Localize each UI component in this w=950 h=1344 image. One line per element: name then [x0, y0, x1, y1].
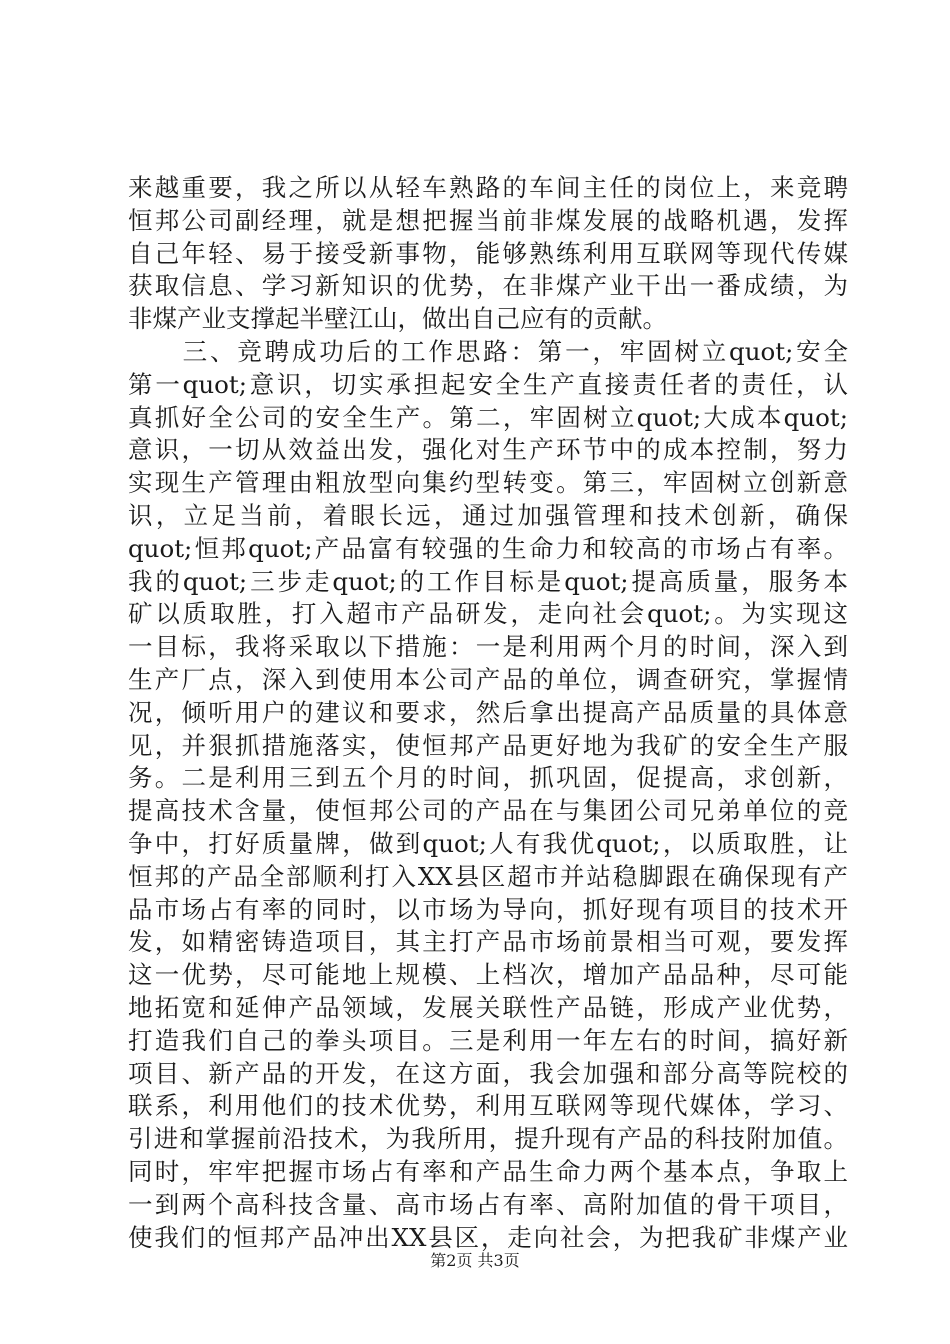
text-line: 发，如精密铸造项目，其主打产品市场前景相当可观，要发挥 [128, 927, 848, 957]
text-line: 恒邦公司副经理，就是想把握当前非煤发展的战略机遇，发挥 [128, 205, 848, 235]
text-line: 生产厂点，深入到使用本公司产品的单位，调查研究，掌握情 [128, 664, 848, 694]
text-line: quot;恒邦quot;产品富有较强的生命力和较高的市场占有率。 [128, 533, 848, 563]
text-line: 打造我们自己的拳头项目。三是利用一年左右的时间，搞好新 [128, 1025, 848, 1055]
text-line: 同时，牢牢把握市场占有率和产品生命力两个基本点，争取上 [128, 1156, 848, 1186]
text-line: 第一quot;意识，切实承担起安全生产直接责任者的责任，认 [128, 369, 848, 399]
text-line: 这一优势，尽可能地上规模、上档次，增加产品品种，尽可能 [128, 960, 848, 990]
text-line: 一目标，我将采取以下措施：一是利用两个月的时间，深入到 [128, 632, 848, 662]
text-line: 使我们的恒邦产品冲出XX县区，走向社会，为把我矿非煤产业 [128, 1222, 848, 1252]
text-line: 务。二是利用三到五个月的时间，抓巩固，促提高，求创新， [128, 763, 848, 793]
page-footer: 第2页 共3页 [430, 1251, 520, 1270]
body-text [128, 172, 848, 1254]
text-line: 三、竞聘成功后的工作思路：第一，牢固树立quot;安全 [128, 336, 848, 366]
text-line: 非煤产业支撑起半壁江山，做出自己应有的贡献。 [128, 304, 667, 334]
text-line: 我的quot;三步走quot;的工作目标是quot;提高质量，服务本 [128, 566, 848, 596]
text-line: 况，倾听用户的建议和要求，然后拿出提高产品质量的具体意 [128, 697, 848, 727]
text-line: 矿以质取胜，打入超市产品研发，走向社会quot;。为实现这 [128, 599, 848, 629]
text-line: 识，立足当前，着眼长远，通过加强管理和技术创新，确保 [128, 500, 848, 530]
text-line: 提高技术含量，使恒邦公司的产品在与集团公司兄弟单位的竞 [128, 796, 848, 826]
text-line: 来越重要，我之所以从轻车熟路的车间主任的岗位上，来竞聘 [128, 173, 848, 202]
text-line: 地拓宽和延伸产品领域，发展关联性产品链，形成产业优势， [128, 992, 848, 1022]
text-line: 品市场占有率的同时，以市场为导向，抓好现有项目的技术开 [128, 894, 848, 924]
text-line: 恒邦的产品全部顺利打入XX县区超市并站稳脚跟在确保现有产 [128, 861, 848, 891]
text-line: 自己年轻、易于接受新事物，能够熟练利用互联网等现代传媒 [128, 238, 848, 268]
text-line: 实现生产管理由粗放型向集约型转变。第三，牢固树立创新意 [128, 468, 848, 498]
text-line: 一到两个高科技含量、高市场占有率、高附加值的骨干项目， [128, 1189, 848, 1219]
text-line: 联系，利用他们的技术优势，利用互联网等现代媒体，学习、 [128, 1091, 848, 1121]
text-line: 意识，一切从效益出发，强化对生产环节中的成本控制，努力 [128, 435, 848, 465]
text-line: 争中，打好质量牌，做到quot;人有我优quot;，以质取胜，让 [128, 828, 848, 858]
text-line: 真抓好全公司的安全生产。第二，牢固树立quot;大成本quot; [128, 402, 848, 432]
text-line: 获取信息、学习新知识的优势，在非煤产业干出一番成绩，为 [128, 271, 848, 301]
text-line: 项目、新产品的开发，在这方面，我会加强和部分高等院校的 [128, 1058, 848, 1088]
text-line: 引进和掌握前沿技术，为我所用，提升现有产品的科技附加值。 [128, 1124, 848, 1154]
text-line: 见，并狠抓措施落实，使恒邦产品更好地为我矿的安全生产服 [128, 730, 848, 760]
